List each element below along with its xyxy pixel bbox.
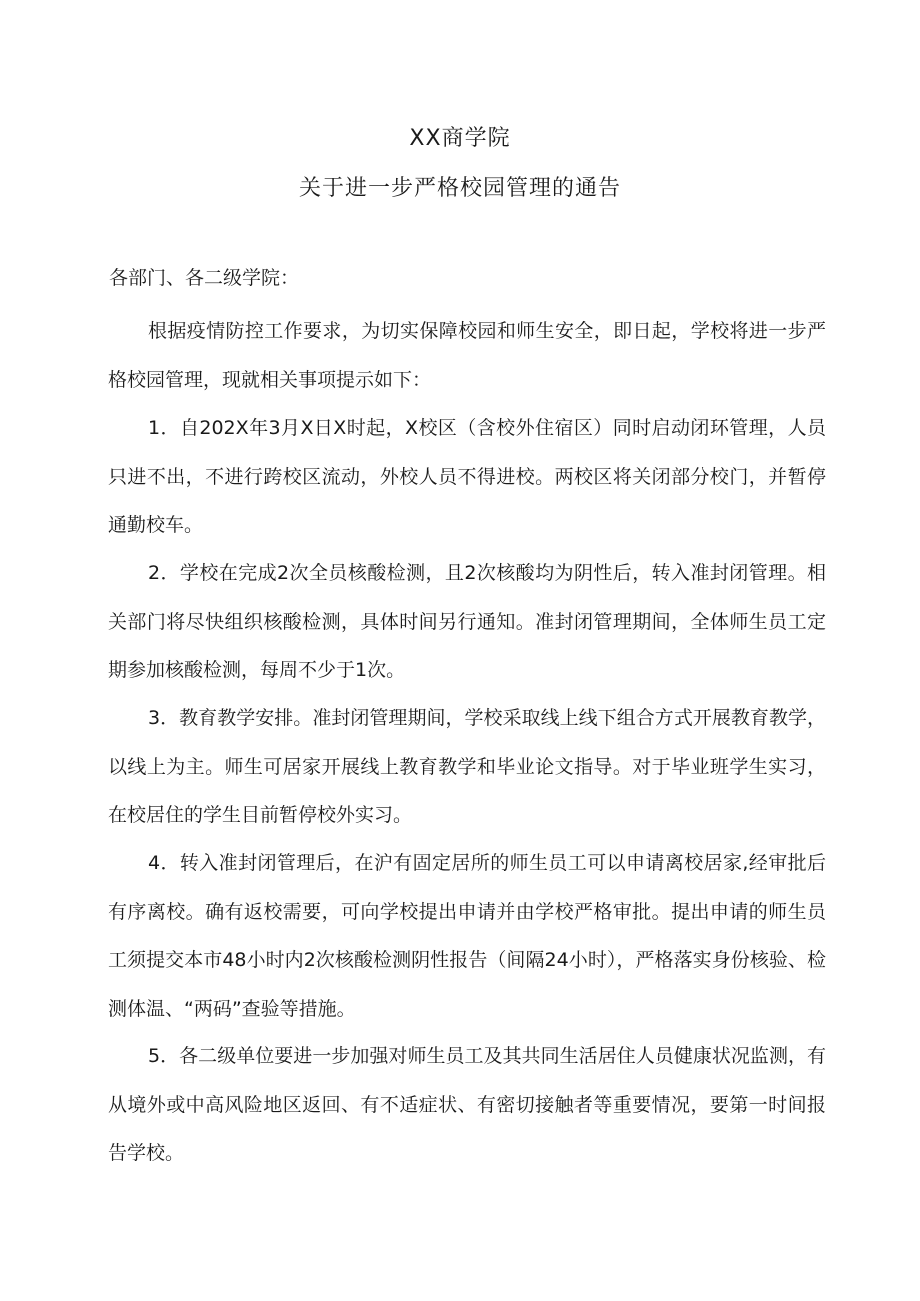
salutation: 各部门、各二级学院： — [109, 267, 300, 289]
item-paragraph-2: 2．学校在完成2次全员核酸检测，且2次核酸均为阴性后，转入准封闭管理。相关部门将尽快组织核酸检测，具体时间另行通知。准封闭管理期间，全体师生员工定期参加核酸检测，每周不少于1次。 — [108, 562, 826, 681]
intro-paragraph: 根据疫情防控工作要求，为切实保障校园和师生安全，即日起，学校将进一步严格校园管理，现就相关事项提示如下： — [108, 320, 826, 391]
document-title-notice: 关于进一步严格校园管理的通告 — [298, 176, 621, 201]
item-paragraph-4: 4．转入准封闭管理后，在沪有固定居所的师生员工可以申请离校居家,经审批后有序离校。确有返校需要，可向学校提出申请并由学校严格审批。提出申请的师生员工须提交本市48小时内2次核酸检测阴性报告（间隔24小时），严格落实身份核验、检测体温、“两码”查验等措施。 — [108, 852, 826, 1020]
item-paragraph-1: 1．自202X年3月X日X时起，X校区（含校外住宿区）同时启动闭环管理，人员只进不出，不进行跨校区流动，外校人员不得进校。两校区将关闭部分校门，并暂停通勤校车。 — [108, 417, 826, 536]
document-title-school: XX商学院 — [409, 126, 511, 151]
item-paragraph-5: 5．各二级单位要进一步加强对师生员工及其共同生活居住人员健康状况监测，有从境外或中高风险地区返回、有不适症状、有密切接触者等重要情况，要第一时间报告学校。 — [108, 1045, 826, 1164]
item-paragraph-3: 3．教育教学安排。准封闭管理期间，学校采取线上线下组合方式开展教育教学，以线上为主。师生可居家开展线上教育教学和毕业论文指导。对于毕业班学生实习，在校居住的学生目前暂停校外实习。 — [108, 707, 826, 826]
